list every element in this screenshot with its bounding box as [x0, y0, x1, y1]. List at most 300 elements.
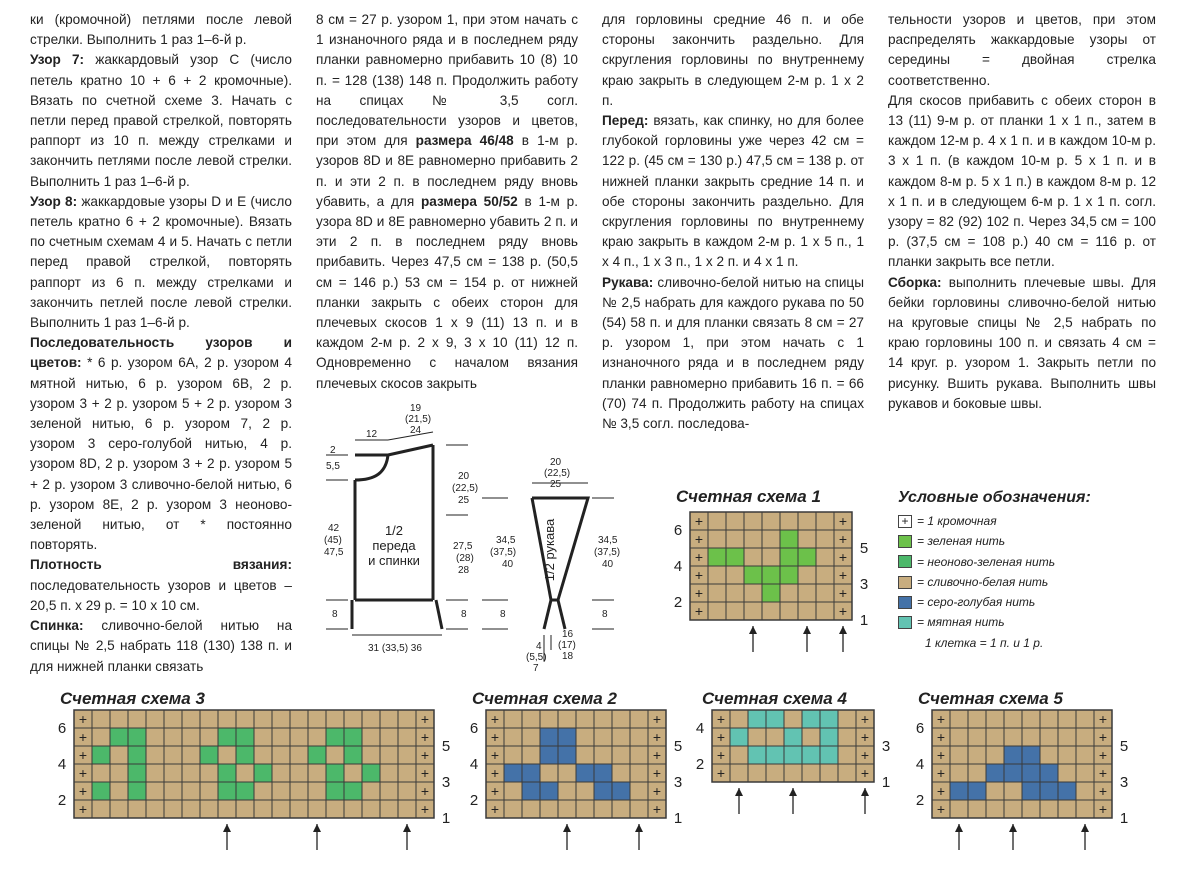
chart-cell [308, 710, 326, 728]
sl-225: (22,5) [544, 468, 571, 479]
chart-cell [594, 746, 612, 764]
pattern-diagram [318, 403, 621, 680]
chart-cell [218, 782, 236, 800]
text-column-4 [888, 10, 1156, 414]
chart-cell [504, 728, 522, 746]
chart-cell [576, 800, 594, 818]
chart-cell [1058, 800, 1076, 818]
edge-stitch-mark: + [78, 729, 88, 745]
chart-cell [820, 728, 838, 746]
chart-cell [726, 566, 744, 584]
chart-cell [1004, 728, 1022, 746]
chart-cell [1058, 728, 1076, 746]
chart-cell [1004, 800, 1022, 818]
chart-cell [182, 764, 200, 782]
edge-stitch-mark: + [652, 711, 662, 727]
row-number-right: 5 [673, 738, 683, 755]
chart-cell [576, 782, 594, 800]
chart-cell [272, 800, 290, 818]
repeat-arrow-head [313, 824, 321, 832]
chart-cell [200, 746, 218, 764]
row-number-right: 1 [881, 774, 891, 791]
chart-cell [164, 782, 182, 800]
legend-mint-swatch [898, 616, 912, 629]
sl-25: 25 [550, 479, 562, 490]
chart-cell [146, 782, 164, 800]
edge-stitch-mark: + [694, 567, 704, 583]
chart-cell [1076, 800, 1094, 818]
chart-cell [272, 728, 290, 746]
c3-p2: вязать, как спинку, но для более глубокой горловины уже через 42 см = 122 р. (45 см = 130 р.) 47,5 см = 138 р. от нижней планки закрыть средние 14 п. и обе стороны закончить раздельно. Для скругления горловины по внутреннему краю закрыть в каждом 2-м р. 1 х 5 п., 1 х 4 п., 1 х 3 п., 1 х 2 п. и 4 х 1 п. [602, 113, 864, 270]
chart-cell [708, 602, 726, 620]
chart-cell [236, 746, 254, 764]
chart-cell [380, 764, 398, 782]
chart-cell [802, 710, 820, 728]
dim-275: 27,5 [453, 541, 473, 552]
chart-cell [380, 710, 398, 728]
chart-cell [182, 728, 200, 746]
sl-17: (17) [558, 640, 576, 651]
chart-cell [762, 530, 780, 548]
c3-p1: для горловины средние 46 п. и обе стороны закончить раздельно. Для скругления горловины по внутреннему краю закрыть в следующем 2-м р. 1 х 2 п. [602, 12, 864, 108]
chart-cell [594, 764, 612, 782]
legend-item-1: = зеленая нить [917, 534, 1006, 549]
row-number-right: 3 [673, 774, 683, 791]
dim-8-left: 8 [332, 609, 338, 620]
chart-cell [398, 746, 416, 764]
chart-cell [986, 728, 1004, 746]
chart-cell [540, 764, 558, 782]
chart-cell [110, 764, 128, 782]
edge-stitch-mark: + [420, 729, 430, 745]
chart-cell [128, 746, 146, 764]
chart-cell [1004, 746, 1022, 764]
edge-stitch-mark: + [694, 531, 704, 547]
chart-cell [398, 800, 416, 818]
c1-p5: последовательность узоров и цветов – 20,5 п. х 29 р. = 10 х 10 см. [30, 577, 292, 613]
chart-cell [308, 746, 326, 764]
chart-cell [398, 764, 416, 782]
chart-cell [146, 764, 164, 782]
chart-cell [950, 800, 968, 818]
edge-stitch-mark: + [838, 549, 848, 565]
edge-stitch-mark: + [490, 801, 500, 817]
c1-p3: жаккардовые узоры D и E (число петель кратно 6 + 2 кромочные). Вязать по счетным схемам 4 и 5. Начать с петли перед правой стрелкой, повторять раппорт из 6 п. между стрелками и закончить петлей после левой стрелки. Выполнить 1 раз 1–6-й р. [30, 193, 292, 331]
sl-55: (5,5) [526, 652, 547, 663]
chart-cell [218, 800, 236, 818]
chart-cell [708, 584, 726, 602]
chart-cell [576, 746, 594, 764]
chart-cell [612, 782, 630, 800]
chart-cell [236, 728, 254, 746]
chart-cell [838, 764, 856, 782]
row-number-left: 4 [695, 720, 705, 737]
row-number-left: 2 [57, 792, 67, 809]
chart-cell [816, 602, 834, 620]
chart-cell [290, 764, 308, 782]
chart-cell [540, 800, 558, 818]
chart-cell [236, 782, 254, 800]
edge-stitch-mark: + [838, 513, 848, 529]
chart-cell [594, 800, 612, 818]
body-label-line: 1/2 [384, 523, 404, 538]
chart-cell [344, 746, 362, 764]
chart-cell [708, 530, 726, 548]
c1-p4-head: Последовательность узоров и цветов: [30, 335, 292, 371]
chart-cell [708, 566, 726, 584]
chart-cell [380, 782, 398, 800]
edge-stitch-mark: + [490, 729, 500, 745]
chart-cell [110, 728, 128, 746]
chart-cell [730, 710, 748, 728]
repeat-arrow-head [735, 788, 743, 796]
edge-stitch-mark: + [860, 729, 870, 745]
chart-cell [182, 782, 200, 800]
chart-cell [748, 710, 766, 728]
chart-cell [802, 764, 820, 782]
edge-stitch-mark: + [652, 783, 662, 799]
chart-cell [290, 746, 308, 764]
chart-cell [146, 710, 164, 728]
chart-cell [236, 800, 254, 818]
c1-p1: ки (кромочной) петлями после левой стрелки. Выполнить 1 раз 1–6-й р. [30, 12, 292, 48]
chart-cell [780, 548, 798, 566]
edge-stitch-mark: + [78, 765, 88, 781]
chart-cell [1058, 764, 1076, 782]
row-number-right: 3 [441, 774, 451, 791]
chart-cell [968, 764, 986, 782]
edge-stitch-mark: + [936, 747, 946, 763]
body-label-line: переда [372, 538, 416, 553]
repeat-arrow-head [839, 626, 847, 634]
row-number-left: 2 [673, 594, 683, 611]
legend-grey-swatch [898, 596, 912, 609]
chart-cell [802, 746, 820, 764]
chart-cell [1022, 782, 1040, 800]
chart-cell [1040, 800, 1058, 818]
sl-20: 20 [550, 457, 562, 468]
legend-item-3: = сливочно-белая нить [917, 574, 1049, 589]
repeat-arrow-head [803, 626, 811, 634]
dim-28: (28) [456, 553, 474, 564]
legend-title: Условные обозначения: [898, 489, 1091, 506]
chart-cell [504, 782, 522, 800]
legend-neon-swatch [898, 555, 912, 568]
chart-cell [398, 782, 416, 800]
chart-cell [308, 728, 326, 746]
chart-cell [762, 602, 780, 620]
chart-cell [344, 800, 362, 818]
sl-18: 18 [562, 651, 574, 662]
row-number-left: 6 [915, 720, 925, 737]
chart-cell [92, 746, 110, 764]
repeat-arrow-head [749, 626, 757, 634]
chart-cell [164, 764, 182, 782]
chart-cell [540, 728, 558, 746]
chart-cell [290, 782, 308, 800]
chart-cell [558, 764, 576, 782]
legend-row-neon [898, 552, 1055, 572]
c4-p2: Для скосов прибавить с обеих сторон в 13 (11) 9-м р. от планки 1 х 1 п., затем в каждом 12-м р. 4 х 1 п. и в каждом 10-м р. 3 х 1 п. (в каждом 10-м р. 5 х 1 п. и в каждом 8-м р. 5 х 1 п.) в каждом 8-м р. 12 х 1 п. и в следующем 6-м р. 1 х 1 п. согл. узору = 82 (92) 102 п. Через 34,5 см = 100 р. (37,5 см = 108 р.) 40 см = 116 р. от планки закрыть все петли. [888, 92, 1156, 270]
chart-cell [816, 512, 834, 530]
dim-45: (45) [324, 535, 342, 546]
edge-stitch-mark: + [860, 711, 870, 727]
chart-cell [820, 764, 838, 782]
chart-cell [744, 530, 762, 548]
chart-cell [1040, 764, 1058, 782]
dim-225: (22,5) [452, 483, 479, 494]
chart-cell [1058, 710, 1076, 728]
repeat-arrow-head [403, 824, 411, 832]
legend-green-swatch [898, 535, 912, 548]
legend-cream-swatch [898, 576, 912, 589]
text-column-2 [316, 10, 578, 394]
chart-cell [272, 782, 290, 800]
chart-cell [522, 764, 540, 782]
row-number-left: 2 [469, 792, 479, 809]
chart-cell [798, 602, 816, 620]
edge-stitch-mark: + [936, 729, 946, 745]
chart-cell [200, 764, 218, 782]
chart-cell [802, 728, 820, 746]
row-number-right: 3 [1119, 774, 1129, 791]
chart-cell [164, 746, 182, 764]
chart-cell [362, 710, 380, 728]
sleeve-outline [532, 498, 588, 629]
row-number-right: 1 [673, 810, 683, 827]
chart-cell [968, 746, 986, 764]
chart-cell [272, 764, 290, 782]
chart-cell [726, 512, 744, 530]
dim-215: (21,5) [405, 414, 432, 425]
chart-cell [762, 512, 780, 530]
chart-cell [726, 584, 744, 602]
c2-p1c: в 1-м р. узора 8D и 8Е равномерно убавить 2 п. и эти 2 п. в последнем ряду вновь прибавить. Через 47,5 см = 138 р. (50,5 см = 146 р.) 53 см = 154 р. от нижней планки закрыть с обеих сторон для плечевых скосов 1 х 9 (11) 13 п. и в каждом 2-м р. 2 х 9, 3 х 10 (11) 12 п. Одновременно с началом вязания плечевых скосов закрыть [316, 193, 578, 391]
sl-40-left: 40 [502, 559, 514, 570]
sl-16: 16 [562, 629, 574, 640]
legend-row-edge [898, 511, 1055, 531]
c1-p4: * 6 р. узором 6А, 2 р. узором 4 мятной нитью, 6 р. узором 6В, 2 р. узором 3 + 2 р. узором 5 + 2 р. узором 3 зеленой нитью, 6 р. узором 7, 2 р. узором 3 серо-голубой нитью, 4 р. узором 8D, 2 р. узором 3 + 2 р. узором 5 + 2 р. узором 3 сливочно-белой нитью, 6 р. узором 8Е, 2 р. узором 3 неоново-зеленой нитью, от * постоянно повторять. [30, 355, 292, 553]
chart-cell [558, 800, 576, 818]
c4-p3: выполнить плечевые швы. Для бейки горловины сливочно-белой нитью на круговые спицы № 2,5 набрать по краю горловины 100 п. и связать 4 см = 14 круг. р. узором 1. Закрыть петли по рисунку. Вшить рукава. Выполнить швы рукавов и боковые швы. [888, 274, 1156, 411]
dim-20: 20 [458, 471, 470, 482]
edge-stitch-mark: + [716, 747, 726, 763]
chart-cell [1076, 782, 1094, 800]
dim-475: 47,5 [324, 547, 344, 558]
chart-cell [380, 728, 398, 746]
edge-stitch-mark: + [652, 729, 662, 745]
chart-2-grid [470, 710, 682, 850]
edge-stitch-mark: + [694, 513, 704, 529]
chart-cell [630, 800, 648, 818]
chart-cell [218, 710, 236, 728]
chart-cell [748, 728, 766, 746]
c4-p3-head: Сборка: [888, 274, 942, 290]
chart-cell [816, 530, 834, 548]
c1-p5-head: Плотность вязания: [30, 557, 292, 573]
legend [898, 511, 1055, 653]
chart-cell [380, 746, 398, 764]
edge-stitch-mark: + [936, 765, 946, 781]
repeat-arrow-head [955, 824, 963, 832]
chart-cell [1004, 710, 1022, 728]
row-number-right: 5 [1119, 738, 1129, 755]
chart-cell [200, 710, 218, 728]
chart-4-title: Счетная схема 4 [702, 689, 847, 708]
chart-cell [164, 710, 182, 728]
chart-cell [1022, 710, 1040, 728]
chart-cell [110, 710, 128, 728]
chart-cell [218, 728, 236, 746]
c1-p2-head: Узор 7: [30, 52, 85, 68]
chart-cell [968, 800, 986, 818]
dim-24: 24 [410, 425, 422, 436]
row-number-right: 5 [859, 540, 869, 557]
chart-cell [1022, 800, 1040, 818]
chart-cell [218, 746, 236, 764]
chart-cell [308, 782, 326, 800]
chart-cell [128, 782, 146, 800]
chart-cell [766, 710, 784, 728]
c1-p3-head: Узор 8: [30, 193, 78, 209]
chart-3-grid [58, 710, 450, 850]
repeat-arrow-head [789, 788, 797, 796]
chart-cell [726, 602, 744, 620]
edge-stitch-mark: + [838, 603, 848, 619]
chart-cell [968, 728, 986, 746]
chart-cell [630, 728, 648, 746]
chart-cell [92, 782, 110, 800]
chart-cell [164, 800, 182, 818]
edge-stitch-mark: + [936, 711, 946, 727]
chart-cell [630, 710, 648, 728]
chart-cell [362, 746, 380, 764]
chart-cell [784, 764, 802, 782]
chart-cell [986, 746, 1004, 764]
row-number-right: 3 [881, 738, 891, 755]
chart-cell [344, 728, 362, 746]
chart-cell [820, 710, 838, 728]
text-column-1 [30, 10, 292, 677]
chart-cell [236, 764, 254, 782]
chart-cell [92, 728, 110, 746]
chart-cell [744, 602, 762, 620]
dim-12: 12 [366, 429, 378, 440]
chart-cell [362, 728, 380, 746]
sl-8-left: 8 [500, 609, 506, 620]
dim-8-right: 8 [461, 609, 467, 620]
chart-cell [92, 764, 110, 782]
chart-cell [92, 800, 110, 818]
row-number-right: 1 [441, 810, 451, 827]
sl-40-right: 40 [602, 559, 614, 570]
chart-cell [950, 710, 968, 728]
chart-cell [1004, 764, 1022, 782]
chart-cell [326, 782, 344, 800]
row-number-left: 4 [57, 756, 67, 773]
chart-3-title: Счетная схема 3 [60, 689, 205, 708]
chart-cell [344, 782, 362, 800]
chart-2-title: Счетная схема 2 [472, 689, 617, 708]
c2-p1-bold: размера 46/48 [415, 133, 514, 149]
chart-cell [290, 800, 308, 818]
chart-cell [612, 710, 630, 728]
repeat-arrow-head [1081, 824, 1089, 832]
c2-p1b: в 1-м р. узоров 8D и 8Е равномерно прибавить 2 п. и эти 2 п. в последнем ряду вновь убавить, а для [316, 133, 578, 209]
sl-375-right: (37,5) [594, 547, 621, 558]
chart-cell [594, 728, 612, 746]
chart-cell [558, 782, 576, 800]
chart-cell [708, 548, 726, 566]
c1-p6: сливочно-белой нитью на спицы № 2,5 набрать 118 (130) 138 п. и для нижней планки связать [30, 618, 292, 674]
edge-stitch-mark: + [838, 567, 848, 583]
repeat-arrow-head [635, 824, 643, 832]
row-number-right: 1 [1119, 810, 1129, 827]
dim-bottom: 31 (33,5) 36 [368, 643, 422, 654]
chart-cell [254, 800, 272, 818]
edge-stitch-mark: + [420, 747, 430, 763]
chart-cell [762, 584, 780, 602]
chart-cell [272, 746, 290, 764]
chart-cell [766, 746, 784, 764]
chart-cell [362, 764, 380, 782]
row-number-left: 2 [695, 756, 705, 773]
sl-345-right: 34,5 [598, 535, 618, 546]
chart-3 [50, 684, 451, 854]
dim-19: 19 [410, 403, 422, 414]
row-number-right: 5 [441, 738, 451, 755]
c2-p1a: 8 см = 27 р. узором 1, при этом начать с 1 изнаночного ряда и в последнем ряду планки равномерно прибавить 10 (8) 10 п. = 128 (138) 148 п. Продолжить работу на спицах № 3,5 согл. последовательности узоров и цветов, при этом для [316, 12, 578, 149]
edge-stitch-mark: + [78, 783, 88, 799]
chart-cell [182, 710, 200, 728]
edge-stitch-mark: + [1098, 765, 1108, 781]
chart-cell [558, 710, 576, 728]
chart-cell [326, 800, 344, 818]
chart-cell [540, 746, 558, 764]
edge-stitch-mark: + [420, 765, 430, 781]
chart-5 [908, 684, 1129, 854]
edge-stitch-mark: + [652, 747, 662, 763]
chart-cell [1022, 764, 1040, 782]
row-number-right: 3 [859, 576, 869, 593]
chart-cell [576, 764, 594, 782]
edge-stitch-mark: + [1098, 711, 1108, 727]
chart-cell [272, 710, 290, 728]
chart-cell [726, 530, 744, 548]
chart-cell [326, 746, 344, 764]
chart-cell [708, 512, 726, 530]
edge-stitch-mark: + [1098, 729, 1108, 745]
row-number-left: 6 [469, 720, 479, 737]
chart-cell [522, 782, 540, 800]
chart-cell [308, 764, 326, 782]
chart-cell [380, 800, 398, 818]
chart-cell [798, 530, 816, 548]
dim-2: 2 [330, 445, 336, 456]
chart-cell [744, 512, 762, 530]
legend-row-grey [898, 592, 1055, 612]
chart-cell [730, 728, 748, 746]
chart-cell [540, 710, 558, 728]
chart-cell [92, 710, 110, 728]
chart-cell [780, 602, 798, 620]
chart-cell [344, 710, 362, 728]
chart-cell [1076, 746, 1094, 764]
row-number-left: 4 [469, 756, 479, 773]
chart-cell [290, 710, 308, 728]
chart-cell [1022, 746, 1040, 764]
chart-cell [1076, 710, 1094, 728]
